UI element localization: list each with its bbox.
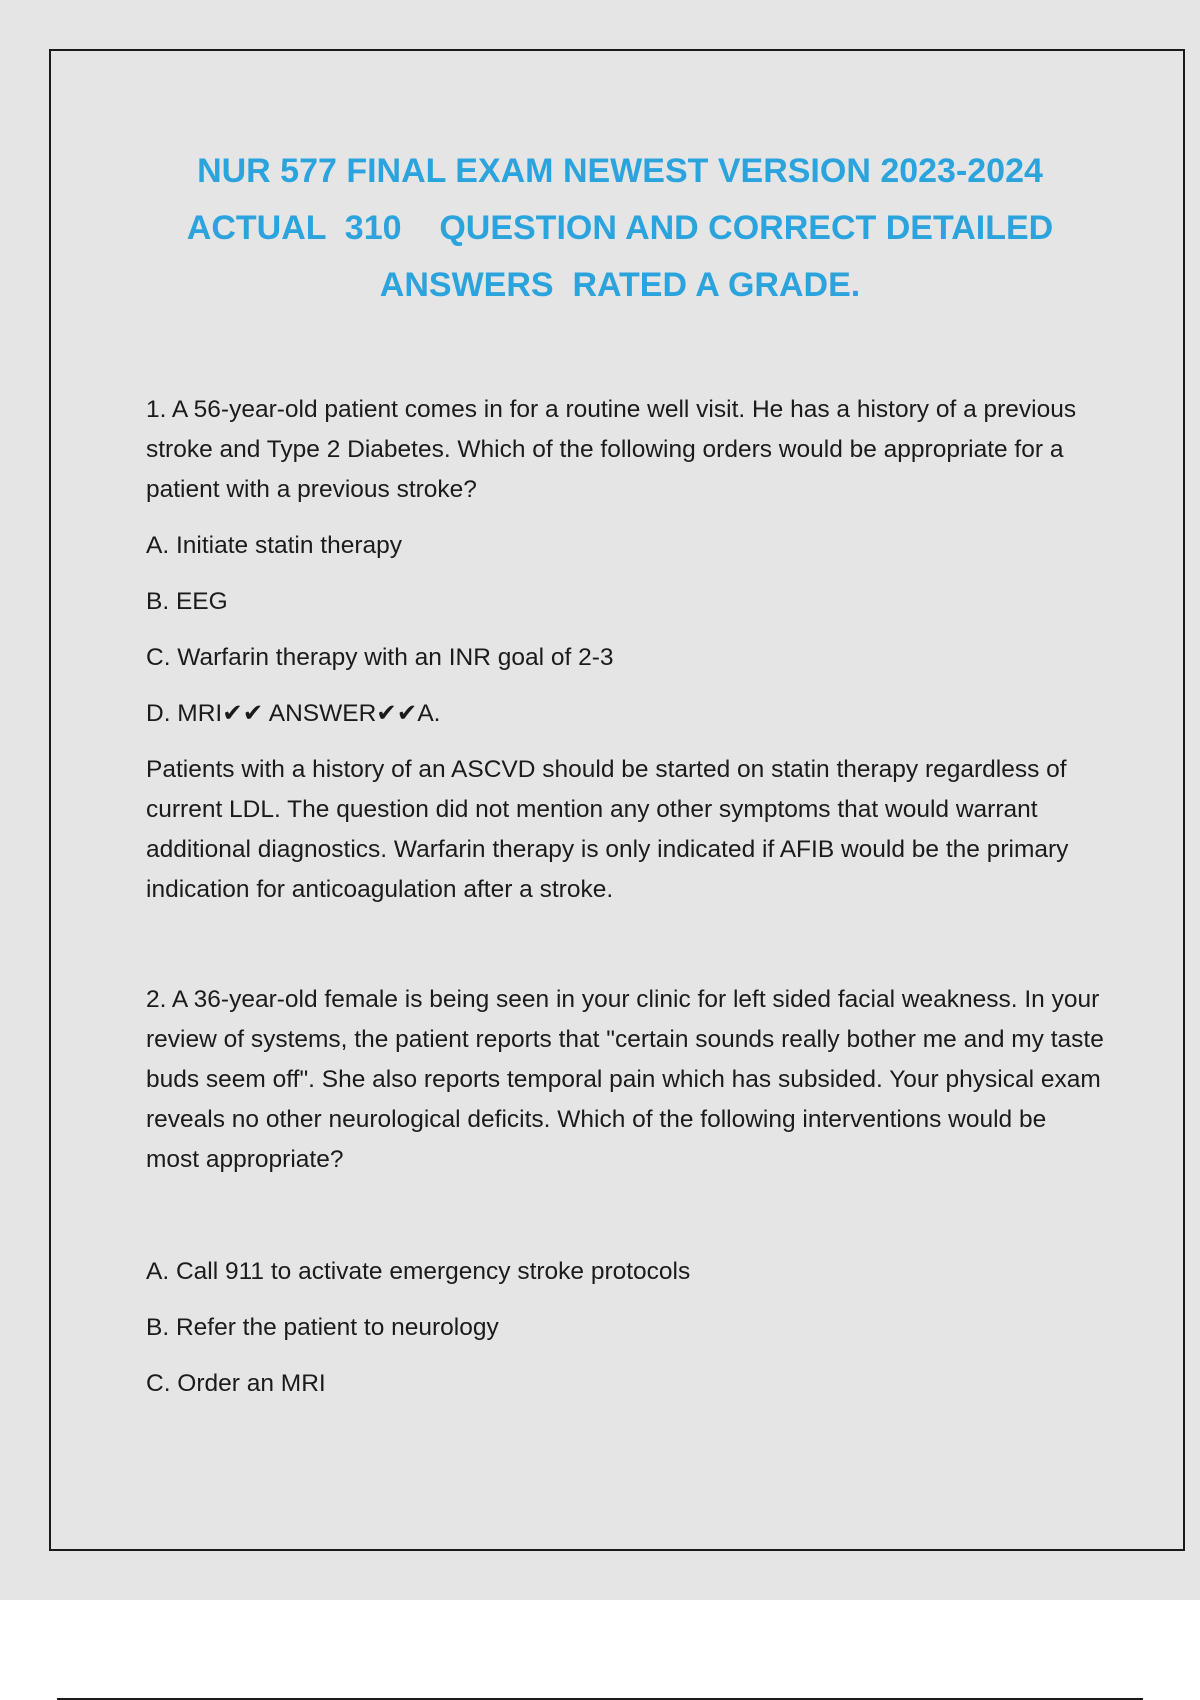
question-2-option-c: C. Order an MRI [146,1370,326,1397]
question-2-option-a: A. Call 911 to activate emergency stroke protocols [146,1258,691,1285]
question-2-option-b: B. Refer the patient to neurology [146,1314,499,1341]
document-title [100,143,1140,314]
question-1-option-d-answer: D. MRI✔✔ ANSWER✔✔A. [146,700,441,727]
title-line-2: ACTUAL 310 QUESTION AND CORRECT DETAILED [186,209,1054,247]
title-line-1: NUR 577 FINAL EXAM NEWEST VERSION 2023-2024 [197,152,1043,190]
question-2-stem: 2. A 36-year-old female is being seen in your clinic for left sided facial weakness. In your review of systems, the patient reports that "certain sounds really bother me and my taste buds seem off". She also reports temporal pain which has subsided. Your physical exam reveals no other neurological deficits. Which of the following interventions would be most appropriate? [146,986,1104,1173]
question-1-explanation: Patients with a history of an ASCVD should be started on statin therapy regardless of current LDL. The question did not mention any other symptoms that would warrant additional diagnostics. Warfarin therapy is only indicated if AFIB would be the primary indication for anticoagulation after a stroke. [146,756,1069,903]
question-1 [146,390,1106,910]
question-2 [146,980,1106,1404]
question-1-stem: 1. A 56-year-old patient comes in for a routine well visit. He has a history of a previous stroke and Type 2 Diabetes. Which of the following orders would be appropriate for a patient with a previous stroke? [146,396,1077,503]
title-line-3: ANSWERS RATED A GRADE. [379,266,861,304]
question-1-option-b: B. EEG [146,588,228,615]
question-1-option-c: C. Warfarin therapy with an INR goal of 2-3 [146,644,614,671]
question-1-option-a: A. Initiate statin therapy [146,532,403,559]
document-body [146,390,1106,1420]
